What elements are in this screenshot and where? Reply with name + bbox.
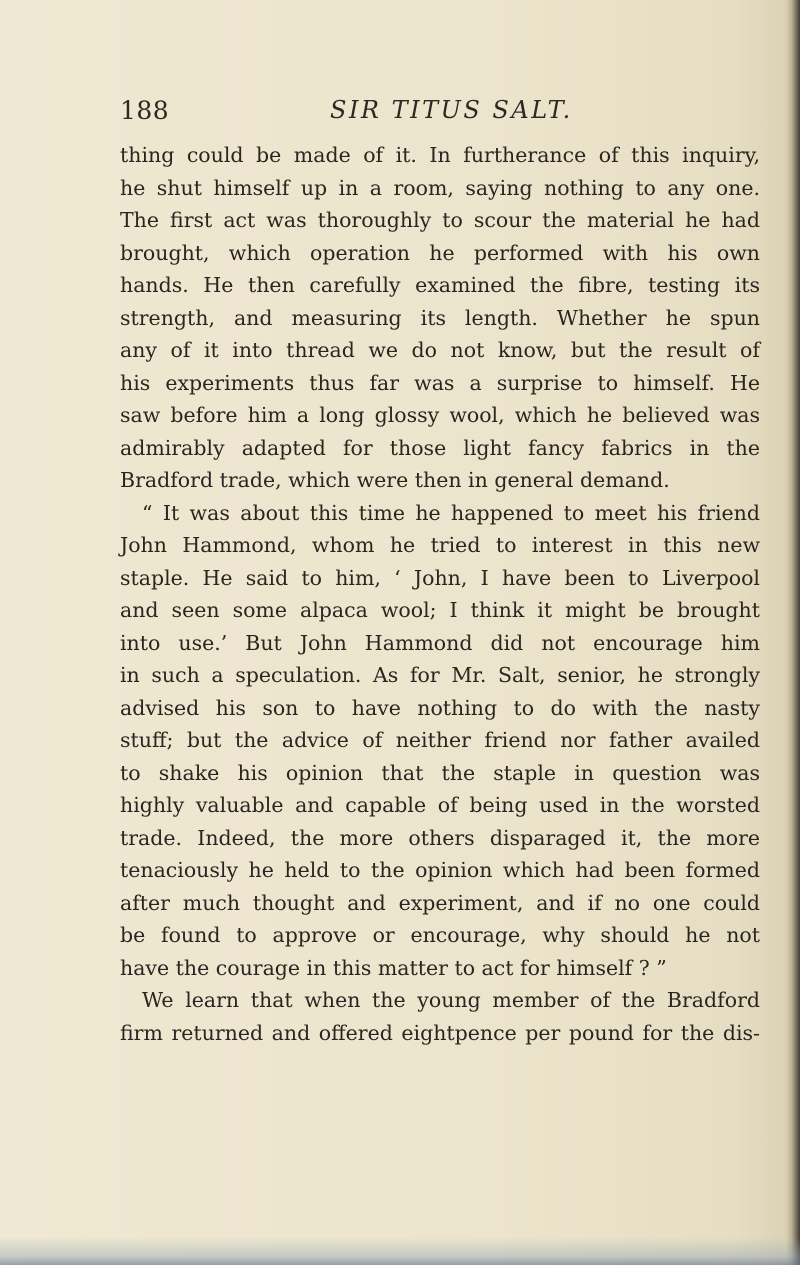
text-line: into use.’ But John Hammond did not encourage him — [120, 630, 760, 655]
text-line: he shut himself up in a room, saying nothing to any one. — [120, 175, 760, 200]
text-line: in such a speculation. As for Mr. Salt, senior, he strongly — [120, 663, 760, 687]
text-line: “ It was about this time he happened to meet his friend — [142, 500, 760, 525]
page-number: 188 — [120, 96, 170, 125]
text-line: firm returned and offered eightpence per pound for the dis- — [120, 1020, 760, 1045]
running-title: SIR TITUS SALT. — [330, 96, 573, 124]
page-edge-shadow — [786, 0, 800, 1265]
text-line: hands. He then carefully examined the fibre, testing its — [120, 273, 760, 297]
text-line: his experiments thus far was a surprise to himself. He — [120, 370, 760, 395]
text-line: and seen some alpaca wool; I think it might be brought — [120, 598, 760, 622]
running-head — [120, 96, 760, 136]
text-line: trade. Indeed, the more others disparaged it, the more — [120, 825, 760, 850]
text-line: staple. He said to him, ‘ John, I have been to Liverpool — [120, 565, 760, 590]
text-line: Bradford trade, which were then in general demand. — [120, 468, 670, 492]
text-line: saw before him a long glossy wool, which he believed was — [120, 403, 760, 427]
text-line: highly valuable and capable of being used in the worsted — [120, 793, 760, 817]
text-line: thing could be made of it. In furtherance of this inquiry, — [120, 143, 760, 167]
text-line: strength, and measuring its length. Whether he spun — [120, 305, 760, 330]
text-line: advised his son to have nothing to do with the nasty — [120, 695, 760, 720]
text-line: admirably adapted for those light fancy fabrics in the — [120, 435, 760, 460]
text-line: to shake his opinion that the staple in question was — [120, 760, 760, 785]
text-line: stuff; but the advice of neither friend nor father availed — [120, 728, 760, 752]
text-line: tenaciously he held to the opinion which had been formed — [120, 858, 760, 882]
text-line: brought, which operation he performed with his own — [120, 240, 760, 265]
text-line: have the courage in this matter to act for himself ? ” — [120, 955, 667, 980]
body-text — [120, 139, 760, 1049]
text-line: We learn that when the young member of the Bradford — [142, 988, 760, 1012]
text-line: John Hammond, whom he tried to interest in this new — [120, 533, 760, 557]
bottom-edge-shadow — [0, 1237, 800, 1265]
text-line: The first act was thoroughly to scour the material he had — [120, 208, 760, 232]
text-line: be found to approve or encourage, why should he not — [120, 923, 760, 947]
text-line: any of it into thread we do not know, but the result of — [120, 338, 760, 362]
text-line: after much thought and experiment, and if no one could — [120, 890, 760, 915]
